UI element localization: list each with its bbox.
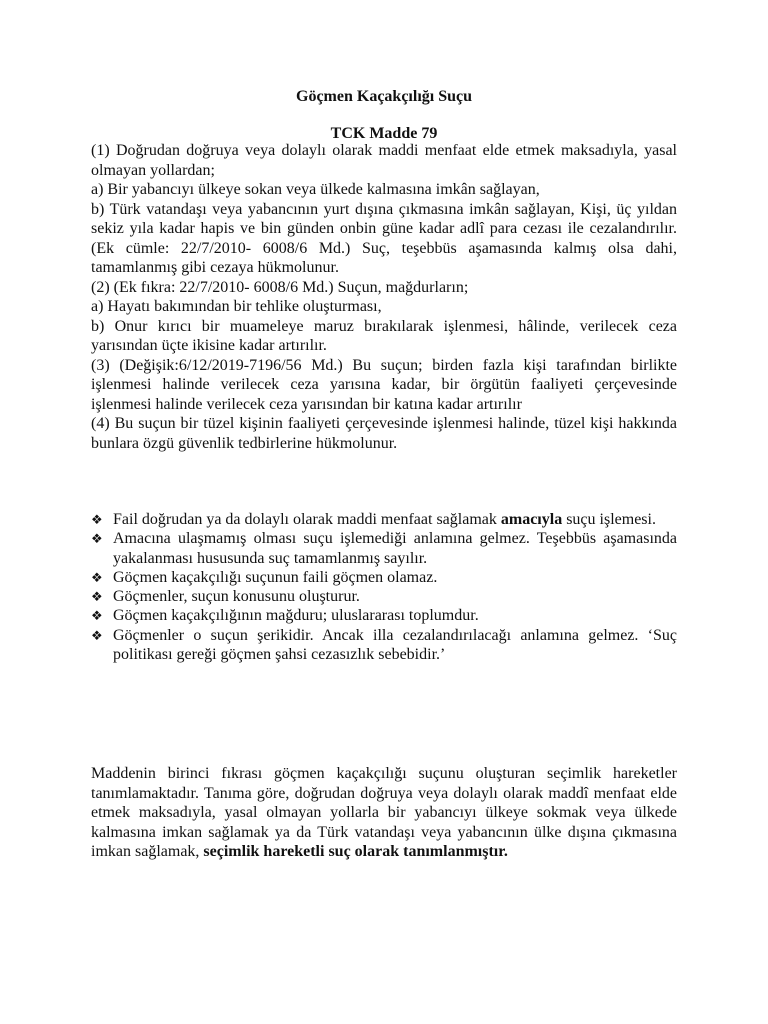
diamond-bullet-icon: ❖ [91, 627, 103, 643]
list-item [91, 568, 677, 587]
diamond-bullet-icon: ❖ [91, 589, 103, 605]
list-item-text: Göçmen kaçakçılığının mağduru; uluslararası toplumdur. [113, 607, 479, 625]
list-item [91, 626, 677, 665]
law-text [91, 141, 677, 453]
list-item [91, 587, 677, 606]
list-item [91, 510, 677, 529]
closing-emphasis: seçimlik hareketli suç olarak tanımlanmıştır. [203, 843, 508, 860]
diamond-bullet-icon: ❖ [91, 531, 103, 547]
list-item [91, 606, 677, 625]
law-paragraph-1b: b) Türk vatandaşı veya yabancının yurt dışına çıkmasına imkân sağlayan, Kişi, üç yıldan sekiz yıla kadar hapis ve bin günden onbin güne kadar adlî para cezası ile cezalandırılır. (Ek cümle: 22/7/2010- 6008/6 Md.) Suç, teşebbüs aşamasında kalmış olsa dahi, tamamlanmış gibi cezaya hükmolunur. [91, 200, 677, 276]
law-paragraph-1a: a) Bir yabancıyı ülkeye sokan veya ülkede kalmasına imkân sağlayan, [91, 181, 540, 198]
list-item-text: Göçmen kaçakçılığı suçunun faili göçmen olamaz. [113, 568, 438, 586]
article-heading: TCK Madde 79 [330, 125, 438, 142]
law-paragraph-2: (2) (Ek fıkra: 22/7/2010- 6008/6 Md.) Suçun, mağdurların; [91, 278, 469, 296]
list-item-text: Göçmenler, suçun konusunu oluşturur. [113, 588, 360, 606]
law-paragraph-3: (3) (Değişik:6/12/2019-7196/56 Md.) Bu suçun; birden fazla kişi tarafından birlikte işlenmesi halinde verilecek ceza yarısına kadar, bir örgütün faaliyeti çerçevesinde işlenmesi halinde verilecek ceza yarısından bir katına kadar artırılır [91, 356, 677, 413]
diamond-bullet-icon: ❖ [91, 569, 103, 585]
document-title: Göçmen Kaçakçılığı Suçu [296, 88, 472, 105]
law-paragraph-1: (1) Doğrudan doğruya veya dolaylı olarak maddi menfaat elde etmek maksadıyla, yasal olmayan yollardan; [91, 142, 677, 179]
key-points-list [91, 510, 677, 664]
list-item-text: Fail doğrudan ya da dolaylı olarak maddi menfaat sağlamak [113, 511, 501, 528]
list-item-text: Göçmenler o suçun şerikidir. Ancak illa cezalandırılacağı anlamına gelmez. ‘Suç politikası gereği göçmen şahsi cezasızlık sebebidir.’ [113, 626, 677, 664]
closing-paragraph [91, 764, 677, 862]
diamond-bullet-icon: ❖ [91, 608, 103, 624]
list-item-text: suçu işlemesi. [562, 511, 656, 528]
emphasis-text: amacıyla [500, 511, 563, 528]
list-item-text: Amacına ulaşmamış olması suçu işlemediği anlamına gelmez. Teşebbüs aşamasında yakalanması hususunda suç tamamlanmış sayılır. [113, 530, 677, 567]
closing-text: Maddenin birinci fıkrası göçmen kaçakçılığı suçunu oluşturan seçimlik hareketler tanımlamaktadır. Tanıma göre, doğrudan doğruya veya dolaylı olarak maddî menfaat elde etmek maksadıyla, yasal olmayan yollarla bir yabancıyı ülkeye sokmak veya ülkede kalmasına imkan sağlamak ya da Türk vatandaşı veya yabancının ülke dışına çıkmasına imkan sağlamak, [91, 765, 677, 860]
law-paragraph-4: (4) Bu suçun bir tüzel kişinin faaliyeti çerçevesinde işlenmesi halinde, tüzel kişi hakkında bunlara özgü güvenlik tedbirlerine hükmolunur. [91, 415, 677, 452]
list-item [91, 529, 677, 568]
law-paragraph-2b: b) Onur kırıcı bir muameleye maruz bırakılarak işlenmesi, hâlinde, verilecek ceza yarısından üçte ikisine kadar artırılır. [91, 317, 677, 354]
diamond-bullet-icon: ❖ [91, 512, 103, 527]
law-paragraph-2a: a) Hayatı bakımından bir tehlike oluşturması, [91, 298, 382, 315]
